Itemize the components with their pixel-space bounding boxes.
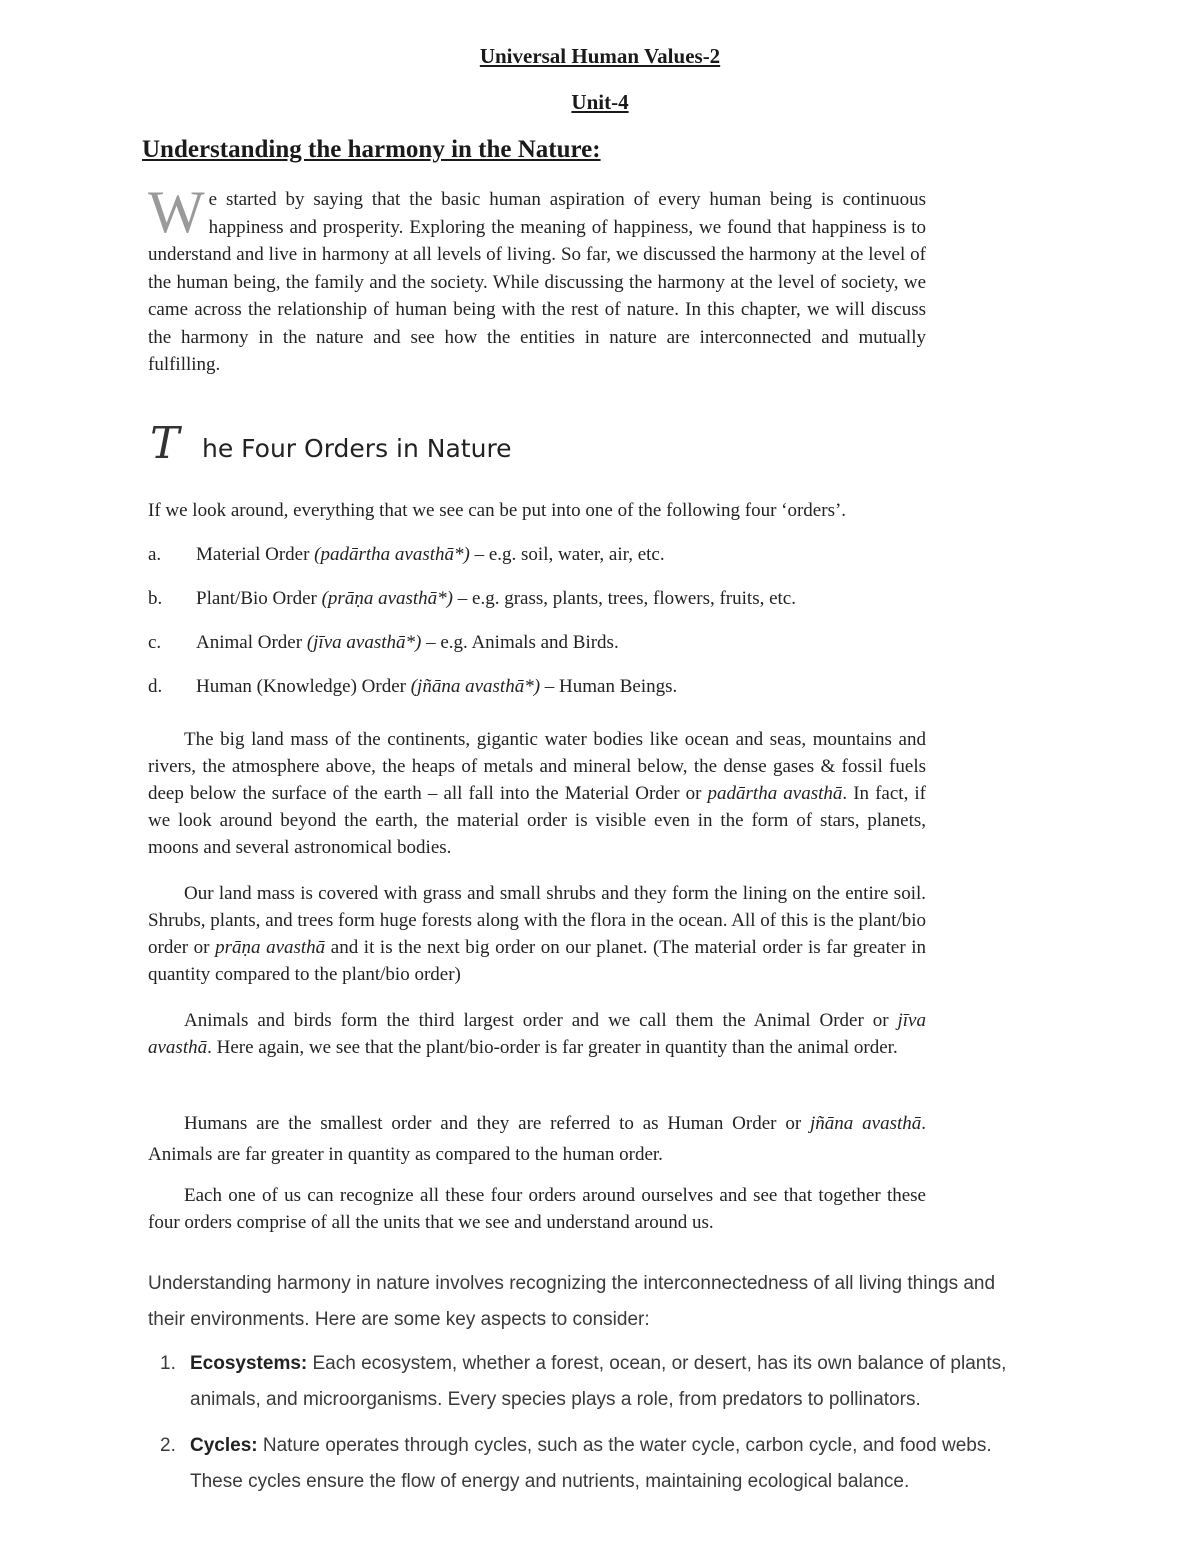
order-letter: b. [148,588,163,609]
paragraph-text: . In fact, if we look around beyond the earth, the material order is visible even in the form of stars, planets, moons and several astronomical bodies. [148,783,926,858]
paragraph-text: Humans are the smallest order and they are referred to as Human Order or [184,1113,811,1134]
list-term: Cycles: [190,1435,258,1456]
order-term: (prāṇa avasthā*) [321,588,454,609]
paragraph-text: and it is the next big order on our planet. (The material order is far greater in quantity compared to the plant/bio order) [148,937,927,985]
paragraph-plant-order [148,880,926,988]
order-example: – e.g. Animals and Birds. [421,632,619,653]
order-item-animal [148,632,928,654]
orders-lead: If we look around, everything that we see can be put into one of the following four ‘orders’. [148,500,847,521]
list-number: 1. [160,1353,176,1374]
paragraph-term: padārtha avasthā [707,783,843,804]
paragraph-text: . Here again, we see that the plant/bio-order is far greater in quantity than the animal order. [207,1037,898,1058]
paragraph-text: The big land mass of the continents, gigantic water bodies like ocean and seas, mountains and rivers, the atmosphere above, the heaps of metals and mineral below, the dense gases & fossil fuels deep below the surface of the earth – all fall into the Material Order or [148,729,926,804]
paragraph-text: Animals and birds form the third largest order and we call them the Animal Order or [184,1010,898,1031]
order-term: (jñāna avasthā*) [410,676,541,697]
paragraph-text: . Animals are far greater in quantity as compared to the human order. [148,1113,926,1165]
order-letter: c. [148,632,162,653]
list-item-cycles [160,1428,1030,1500]
unit-label: Unit-4 [571,90,629,114]
paragraph-term: jñāna avasthā [810,1113,922,1134]
order-item-material [148,544,928,566]
paragraph-text: Our land mass is covered with grass and small shrubs and they form the lining on the entire soil. Shrubs, plants, and trees form huge forests along with the flora in the ocean. All of this is the plant/bio order or [148,883,926,958]
list-text: Each ecosystem, whether a forest, ocean, or desert, has its own balance of plants, animals, and microorganisms. Every species plays a role, from predators to pollinators. [190,1353,1007,1410]
order-name: Material Order [196,544,310,565]
order-example: – e.g. grass, plants, trees, flowers, fruits, etc. [453,588,796,609]
list-item-ecosystems [160,1346,1030,1418]
drop-cap: W [148,179,205,245]
orders-heading-cap: T [150,418,176,469]
paragraph-text: Each one of us can recognize all these four orders around ourselves and see that together these four orders comprise of all the units that we see and understand around us. [148,1185,926,1233]
section-heading: Understanding the harmony in the Nature: [142,136,601,163]
order-letter: d. [148,676,163,697]
list-text: Nature operates through cycles, such as the water cycle, carbon cycle, and food webs. These cycles ensure the flow of energy and nutrients, maintaining ecological balance. [190,1435,992,1492]
order-name: Plant/Bio Order [196,588,317,609]
order-letter: a. [148,544,162,565]
order-term: (padārtha avasthā*) [314,544,470,565]
paragraph-material-order [148,726,926,861]
list-term: Ecosystems: [190,1353,308,1374]
list-number: 2. [160,1435,176,1456]
intro-text: e started by saying that the basic human aspiration of every human being is continuous happiness and prosperity. Exploring the meaning of happiness, we found that happiness is to understand and live in harmony at all levels of living. So far, we discussed the harmony at the level of the human being, the family and the society. While discussing the harmony at the level of society, we came across the relationship of human being with the rest of nature. In this chapter, we will discuss the harmony in the nature and see how the entities in nature are interconnected and mutually fulfilling. [148,189,926,375]
order-example: – Human Beings. [540,676,678,697]
order-item-human [148,676,928,698]
order-item-plant [148,588,928,610]
paragraph-human-order [148,1108,926,1170]
paragraph-term: jīva avasthā [148,1010,926,1058]
order-name: Human (Knowledge) Order [196,676,406,697]
paragraph-animal-order [148,1007,926,1061]
order-name: Animal Order [196,632,303,653]
paragraph-term: prāṇa avasthā [215,937,326,958]
order-term: (jīva avasthā*) [306,632,422,653]
document-title: Universal Human Values-2 [479,44,721,68]
intro-paragraph [148,179,926,379]
order-example: – e.g. soil, water, air, etc. [469,544,665,565]
orders-heading-text: he Four Orders in Nature [202,434,512,463]
summary-paragraph: Understanding harmony in nature involves recognizing the interconnectedness of all living things and their environments. Here are some key aspects to consider: [148,1273,996,1330]
paragraph-four-orders [148,1182,926,1236]
